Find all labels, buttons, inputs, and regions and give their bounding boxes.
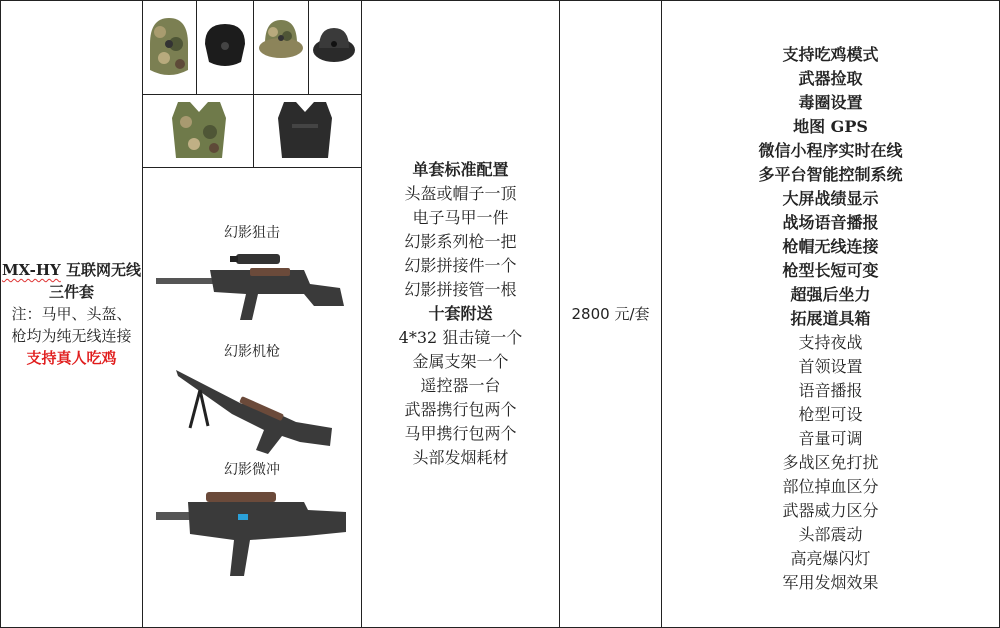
- standard-config-item: 幻影拼接件一个: [404, 256, 517, 275]
- features-normal-list: [782, 331, 878, 595]
- feature-item: 军用发烟效果: [782, 573, 879, 592]
- standard-config-title: 单套标准配置: [412, 160, 509, 179]
- feature-bold-item: 超强后坐力: [790, 285, 871, 304]
- feature-item: 支持夜战: [798, 333, 863, 352]
- feature-bold-item: 微信小程序实时在线: [758, 141, 903, 160]
- feature-item: 音量可调: [798, 429, 863, 448]
- feature-bold-item: 多平台智能控制系统: [758, 165, 903, 184]
- features-bold-list: [758, 43, 902, 331]
- product-model: MX-HY: [1, 261, 61, 279]
- gun-label-machinegun: 幻影机枪: [224, 344, 280, 360]
- feature-bold-item: 支持吃鸡模式: [782, 45, 879, 64]
- feature-item: 枪型可设: [798, 405, 863, 424]
- img-row-divider-2: [142, 167, 361, 168]
- standard-config-item: 头盔或帽子一顶: [404, 184, 517, 203]
- feature-bold-item: 枪型长短可变: [782, 261, 879, 280]
- feature-item: 首领设置: [798, 357, 863, 376]
- camo-hat-image: [257, 14, 305, 76]
- feature-bold-item: 拓展道具箱: [790, 309, 871, 328]
- features-cell: [662, 1, 999, 627]
- feature-item: 武器威力区分: [782, 501, 879, 520]
- feature-item: 部位掉血区分: [782, 477, 879, 496]
- standard-config-item: 电子马甲一件: [412, 208, 509, 227]
- feature-bold-item: 大屏战绩显示: [782, 189, 879, 208]
- feature-item: 高亮爆闪灯: [790, 549, 871, 568]
- feature-bold-item: 武器捡取: [798, 69, 863, 88]
- config-cell: [362, 1, 559, 627]
- img-col-divider-a: [196, 0, 197, 94]
- bonus-title: 十套附送: [428, 304, 493, 323]
- black-hat-image: [311, 22, 357, 72]
- feature-item: 头部震动: [798, 525, 863, 544]
- bonus-item: 马甲携行包两个: [404, 424, 517, 443]
- bonus-list: [399, 326, 523, 470]
- product-highlight: 支持真人吃鸡: [26, 349, 117, 367]
- gun-label-sniper: 幻影狙击: [224, 225, 280, 241]
- bonus-item: 头部发烟耗材: [412, 448, 509, 467]
- gun-label-smg: 幻影微冲: [224, 462, 280, 478]
- feature-bold-item: 战场语音播报: [782, 213, 879, 232]
- standard-config-item: 幻影系列枪一把: [404, 232, 517, 251]
- bonus-item: 遥控器一台: [420, 376, 501, 395]
- machinegun-image: [172, 366, 338, 456]
- feature-bold-item: 毒圈设置: [798, 93, 863, 112]
- price-cell: [560, 1, 661, 627]
- sniper-rifle-image: [154, 248, 350, 332]
- product-name-rest: 互联网无线三件套: [48, 261, 142, 301]
- feature-bold-item: 地图 GPS: [793, 117, 868, 136]
- camo-helmet-image: [146, 14, 192, 80]
- product-note: 注：马甲、头盔、枪均为纯无线连接: [11, 305, 132, 345]
- bonus-item: 金属支架一个: [412, 352, 509, 371]
- smg-image: [154, 488, 350, 580]
- img-row-divider-1: [142, 94, 361, 95]
- feature-item: 语音播报: [798, 381, 863, 400]
- price-value: 2800 元/套: [571, 305, 650, 323]
- img-col-divider-b: [253, 0, 254, 167]
- bonus-item: 武器携行包两个: [404, 400, 517, 419]
- product-name-cell: [1, 1, 142, 627]
- bonus-item: 4*32 狙击镜一个: [398, 328, 523, 347]
- feature-bold-item: 枪帽无线连接: [782, 237, 879, 256]
- feature-item: 多战区免打扰: [782, 453, 879, 472]
- standard-config-item: 幻影拼接管一根: [404, 280, 517, 299]
- standard-config-list: [404, 182, 516, 302]
- black-vest-image: [274, 98, 336, 162]
- black-helmet-image: [201, 20, 249, 72]
- camo-vest-image: [168, 98, 230, 162]
- img-col-divider-c: [308, 0, 309, 94]
